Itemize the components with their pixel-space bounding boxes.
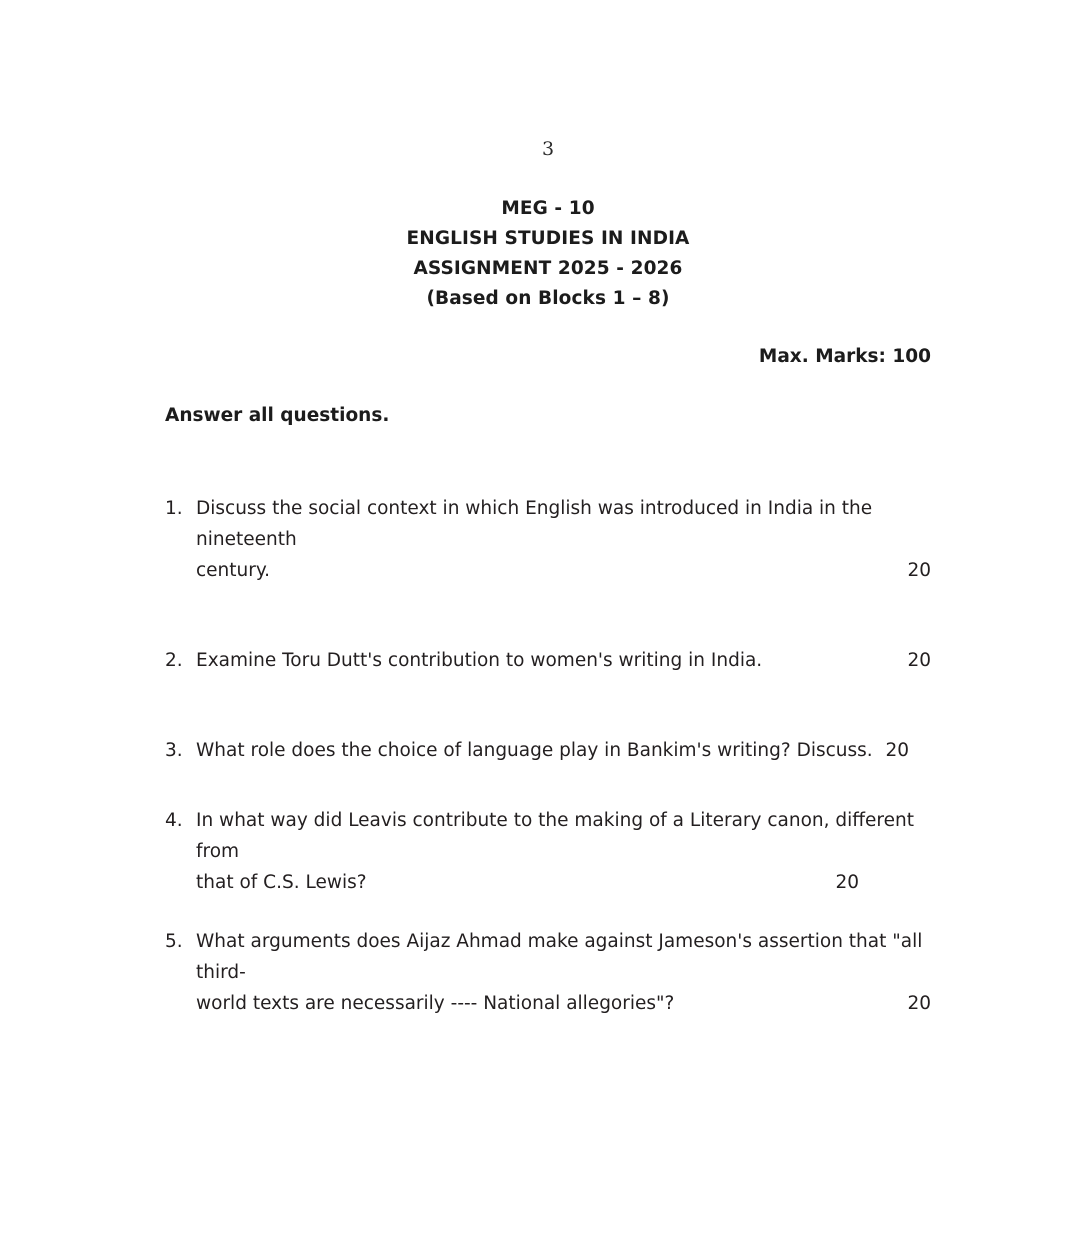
heading-blocks-note: (Based on Blocks 1 – 8)	[426, 288, 670, 309]
question-marks: 20	[907, 993, 931, 1014]
question-text-marks-row	[196, 735, 931, 766]
question-marks: 20	[907, 560, 931, 581]
questions-list	[165, 493, 931, 1019]
question-body	[196, 493, 931, 586]
question-body	[196, 926, 931, 1019]
layout-spacer	[762, 645, 907, 676]
question-marks: 20	[885, 740, 909, 761]
heading-assignment-year: ASSIGNMENT 2025 - 2026	[413, 258, 683, 279]
question-number: 1.	[165, 498, 183, 519]
layout-spacer	[270, 555, 907, 586]
question-text-line: What arguments does Aijaz Ahmad make against Jameson's assertion that "all third-	[196, 931, 923, 983]
layout-spacer	[909, 735, 931, 766]
question-body	[196, 805, 931, 898]
question-number: 2.	[165, 650, 183, 671]
question-item	[165, 805, 931, 898]
question-number: 3.	[165, 740, 183, 761]
question-text-marks-row	[196, 988, 931, 1019]
question-text-marks-row	[196, 645, 931, 676]
heading-course-title: ENGLISH STUDIES IN INDIA	[406, 228, 690, 249]
question-item	[165, 735, 931, 766]
layout-spacer	[367, 867, 836, 898]
spacer	[165, 586, 931, 645]
question-text-line: Discuss the social context in which English was introduced in India in the nineteenth	[196, 498, 873, 550]
question-text-line: Examine Toru Dutt's contribution to women's writing in India.	[196, 650, 763, 671]
question-body	[196, 735, 931, 766]
spacer	[165, 676, 931, 735]
instruction-text: Answer all questions.	[165, 405, 390, 426]
question-number: 4.	[165, 810, 183, 831]
spacer	[165, 766, 931, 805]
question-item	[165, 926, 931, 1019]
layout-spacer	[873, 735, 886, 766]
question-marks: 20	[835, 872, 859, 893]
question-text-line: In what way did Leavis contribute to the making of a Literary canon, different from	[196, 810, 914, 862]
question-text-line: What role does the choice of language play in Bankim's writing? Discuss.	[196, 740, 873, 761]
question-item	[165, 645, 931, 676]
heading-course-code: MEG - 10	[501, 198, 595, 219]
question-number: 5.	[165, 931, 183, 952]
question-text-line: century.	[196, 560, 271, 581]
question-text-marks-row	[196, 555, 931, 586]
spacer	[165, 898, 931, 926]
question-text-line: world texts are necessarily ---- National allegories"?	[196, 993, 675, 1014]
document-heading	[165, 194, 931, 314]
question-text-marks-row	[196, 867, 931, 898]
question-body	[196, 645, 931, 676]
max-marks: Max. Marks: 100	[758, 346, 931, 367]
layout-spacer	[859, 867, 931, 898]
question-item	[165, 493, 931, 586]
page-number: 3	[541, 138, 555, 160]
layout-spacer	[674, 988, 907, 1019]
question-marks: 20	[907, 650, 931, 671]
question-text-line: that of C.S. Lewis?	[196, 872, 367, 893]
